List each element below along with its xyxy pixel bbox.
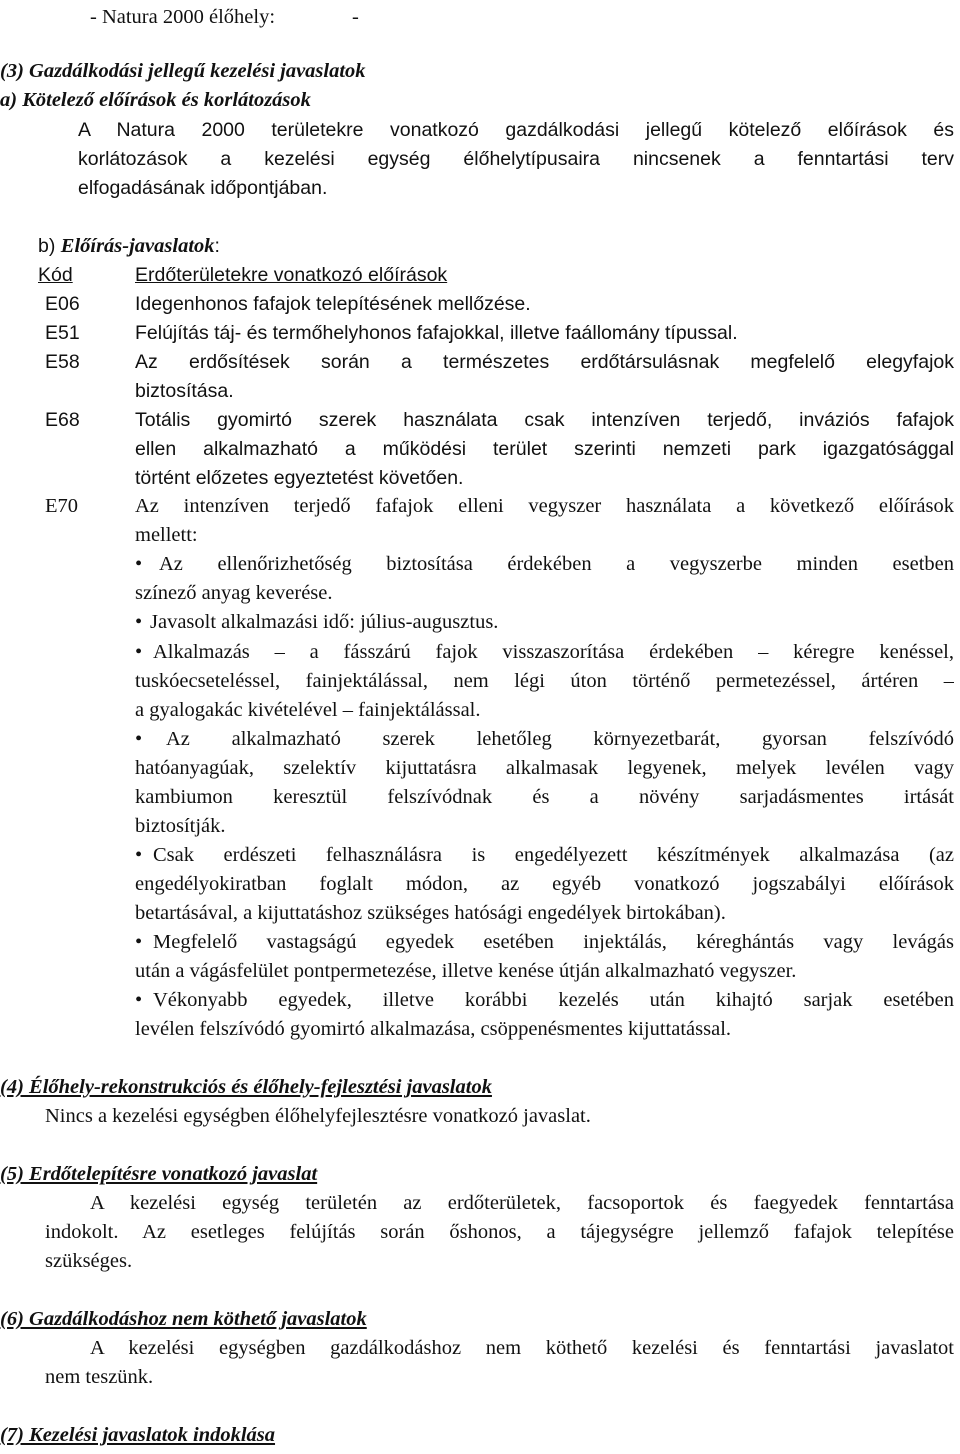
table-header-code: Kód [38,264,73,286]
section-4-heading: (4) Élőhely-rekonstrukciós és élőhely-fejlesztési javaslatok [0,1076,492,1098]
bullet-marker-6: • [135,931,143,953]
bullet-marker-4: • [135,728,143,750]
bullet-5-line-1: Csak erdészeti felhasználásra is engedélyezett készítmények alkalmazása (az [153,844,954,866]
row-text-e68-line-1: Totális gyomirtó szerek használata csak intenzíven terjedő, inváziós fafajok [135,409,954,431]
bullet-3-line-2: tuskóecseteléssel, fainjektálással, nem légi úton történő permetezéssel, ártéren – [135,670,954,692]
section-5-text-line-3: szükséges. [45,1250,133,1272]
natura-habitat-value: - [352,6,359,28]
natura-habitat-label: - Natura 2000 élőhely: [90,6,276,28]
section-6-text-line-1: A kezelési egységben gazdálkodáshoz nem köthető kezelési és fenntartási javaslatot [90,1337,954,1359]
bullet-3-line-3: a gyalogakác kivételével – fainjektálással. [135,699,481,721]
section-5-heading: (5) Erdőtelepítésre vonatkozó javaslat [0,1163,318,1185]
bullet-7-line-2: levélen felszívódó gyomirtó alkalmazása, csöppenésmentes kijuttatással. [135,1018,732,1040]
natura-habitat-line [90,3,359,32]
subsection-a-text-line-3: elfogadásának időpontjában. [78,177,328,199]
section-7-heading: (7) Kezelési javaslatok indoklása [0,1424,276,1446]
row-text-e51: Felújítás táj- és termőhelyhonos fafajokkal, illetve faállomány típussal. [135,322,738,344]
section-6-text-line-2: nem teszünk. [45,1366,154,1388]
subsection-b-heading [38,232,220,261]
row-code-e68: E68 [45,409,80,431]
subsection-a-text-line-1: A Natura 2000 területekre vonatkozó gazdálkodási jellegű kötelező előírások és [78,119,954,141]
subsection-b-title: Előírás-javaslatok [60,235,215,257]
bullet-marker-1: • [135,553,143,575]
bullet-1-line-1: Az ellenőrizhetőség biztosítása érdekében a vegyszerbe minden esetben [159,553,954,575]
bullet-2-line-1: Javasolt alkalmazási idő: július-augusztus. [150,611,499,633]
subsection-b-prefix: b) [38,235,61,257]
bullet-4-line-4: biztosítják. [135,815,226,837]
bullet-4-line-1: Az alkalmazható szerek lehetőleg környezetbarát, gyorsan felszívódó [166,728,954,750]
subsection-b-suffix: : [214,235,220,257]
bullet-3-line-1: Alkalmazás – a fásszárú fajok visszaszorítása érdekében – kéregre kenéssel, [153,641,954,663]
subsection-a-text-line-2: korlátozások a kezelési egység élőhelytípusaira nincsenek a fenntartási terv [78,148,954,170]
bullet-marker-5: • [135,844,143,866]
bullet-marker-2: • [135,611,143,633]
section-5-text-line-1: A kezelési egység területén az erdőterületek, facsoportok és faegyedek fenntartása [90,1192,954,1214]
bullet-6-line-2: után a vágásfelület pontpermetezése, illetve kenése útján alkalmazható vegyszer. [135,960,797,982]
row-code-e06: E06 [45,293,80,315]
section-5-text-line-2: indokolt. Az esetleges felújítás során őshonos, a tájegységre jellemző fafajok telepítése [45,1221,954,1243]
bullet-5-line-3: betartásával, a kijuttatáshoz szükséges hatósági engedélyek birtokában). [135,902,726,924]
row-code-e70: E70 [45,495,79,517]
bullet-marker-3: • [135,641,143,663]
row-code-e58: E58 [45,351,80,373]
bullet-4-line-3: kambiumon keresztül felszívódnak és a növény sarjadásmentes irtását [135,786,954,808]
row-text-e68-line-3: történt előzetes egyeztetést követően. [135,467,464,489]
bullet-7-line-1: Vékonyabb egyedek, illetve korábbi kezelés után kihajtó sarjak esetében [153,989,954,1011]
section-3-heading: (3) Gazdálkodási jellegű kezelési javaslatok [0,60,366,82]
section-6-heading: (6) Gazdálkodáshoz nem köthető javaslatok [0,1308,367,1330]
bullet-5-line-2: engedélyokiratban foglalt módon, az egyéb vonatkozó jogszabályi előírások [135,873,954,895]
bullet-marker-7: • [135,989,143,1011]
row-code-e51: E51 [45,322,80,344]
row-text-e58-line-2: biztosítása. [135,380,234,402]
row-text-e70-line-2: mellett: [135,524,198,546]
row-text-e68-line-2: ellen alkalmazható a működési terület szerinti nemzeti park igazgatósággal [135,438,954,460]
section-4-text: Nincs a kezelési egységben élőhelyfejlesztésre vonatkozó javaslat. [45,1105,591,1127]
bullet-6-line-1: Megfelelő vastagságú egyedek esetében injektálás, kéreghántás vagy levágás [153,931,954,953]
bullet-4-line-2: hatóanyagúak, szelektív kijuttatásra alkalmasak legyenek, melyek levélen vagy [135,757,954,779]
subsection-a-heading: a) Kötelező előírások és korlátozások [0,89,311,111]
row-text-e06: Idegenhonos fafajok telepítésének mellőzése. [135,293,531,315]
row-text-e58-line-1: Az erdősítések során a természetes erdőtársulásnak megfelelő elegyfajok [135,351,954,373]
bullet-1-line-2: színező anyag keverése. [135,582,333,604]
row-text-e70-line-1: Az intenzíven terjedő fafajok elleni vegyszer használata a következő előírások [135,495,954,517]
table-header-title: Erdőterületekre vonatkozó előírások [135,264,448,286]
